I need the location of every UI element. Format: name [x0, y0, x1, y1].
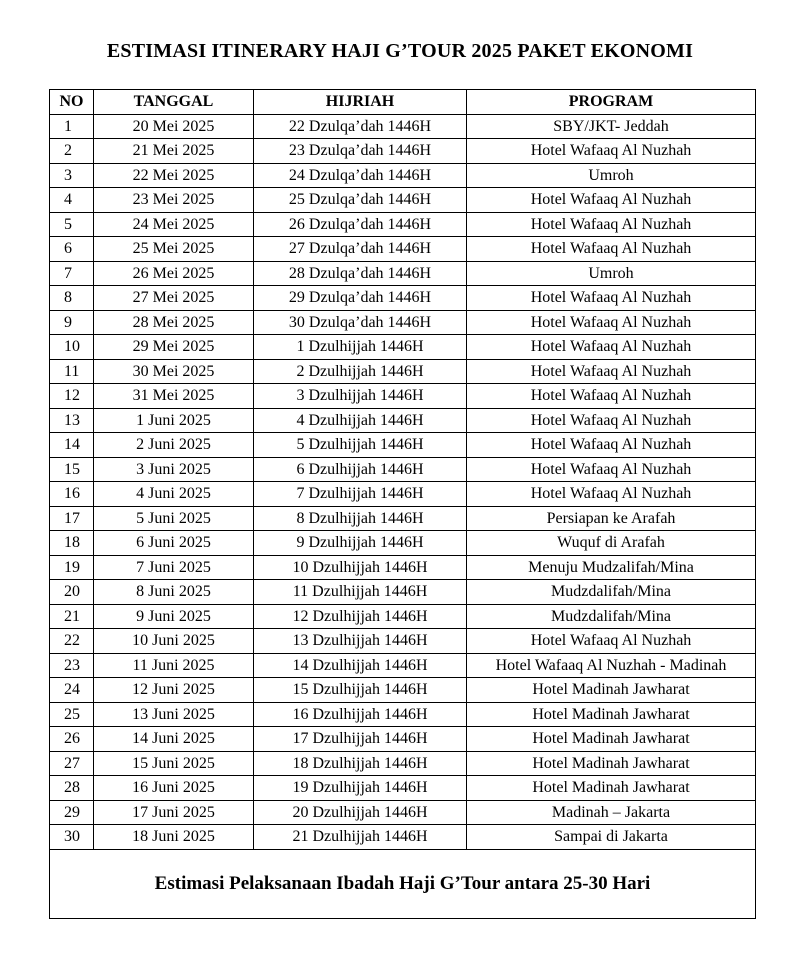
table-header-row [50, 90, 756, 115]
cell-no: 23 [50, 653, 94, 678]
cell-no: 5 [50, 212, 94, 237]
cell-tanggal: 22 Mei 2025 [94, 163, 254, 188]
table-row [50, 237, 756, 262]
cell-tanggal: 12 Juni 2025 [94, 678, 254, 703]
cell-no: 20 [50, 580, 94, 605]
cell-no: 13 [50, 408, 94, 433]
header-program: PROGRAM [467, 90, 756, 115]
cell-tanggal: 2 Juni 2025 [94, 433, 254, 458]
table-row [50, 457, 756, 482]
table-row [50, 604, 756, 629]
cell-tanggal: 10 Juni 2025 [94, 629, 254, 654]
cell-tanggal: 23 Mei 2025 [94, 188, 254, 213]
header-tanggal: TANGGAL [94, 90, 254, 115]
table-row [50, 702, 756, 727]
cell-program: Hotel Wafaaq Al Nuzhah [467, 433, 756, 458]
cell-no: 18 [50, 531, 94, 556]
cell-no: 2 [50, 139, 94, 164]
cell-no: 11 [50, 359, 94, 384]
table-row [50, 335, 756, 360]
table-row [50, 629, 756, 654]
cell-tanggal: 18 Juni 2025 [94, 825, 254, 850]
cell-tanggal: 24 Mei 2025 [94, 212, 254, 237]
cell-program: Hotel Madinah Jawharat [467, 678, 756, 703]
cell-tanggal: 11 Juni 2025 [94, 653, 254, 678]
table-row [50, 310, 756, 335]
cell-program: Persiapan ke Arafah [467, 506, 756, 531]
table-row [50, 506, 756, 531]
cell-program: Menuju Mudzalifah/Mina [467, 555, 756, 580]
cell-no: 1 [50, 114, 94, 139]
cell-program: Hotel Madinah Jawharat [467, 727, 756, 752]
cell-no: 3 [50, 163, 94, 188]
cell-hijriah: 1 Dzulhijjah 1446H [254, 335, 467, 360]
cell-tanggal: 9 Juni 2025 [94, 604, 254, 629]
cell-program: Wuquf di Arafah [467, 531, 756, 556]
cell-tanggal: 5 Juni 2025 [94, 506, 254, 531]
table-row [50, 580, 756, 605]
cell-hijriah: 19 Dzulhijjah 1446H [254, 776, 467, 801]
cell-no: 27 [50, 751, 94, 776]
cell-program: Hotel Wafaaq Al Nuzhah [467, 457, 756, 482]
cell-hijriah: 21 Dzulhijjah 1446H [254, 825, 467, 850]
cell-hijriah: 3 Dzulhijjah 1446H [254, 384, 467, 409]
cell-program: Hotel Wafaaq Al Nuzhah [467, 359, 756, 384]
cell-no: 17 [50, 506, 94, 531]
cell-hijriah: 29 Dzulqa’dah 1446H [254, 286, 467, 311]
cell-hijriah: 8 Dzulhijjah 1446H [254, 506, 467, 531]
cell-tanggal: 16 Juni 2025 [94, 776, 254, 801]
cell-tanggal: 30 Mei 2025 [94, 359, 254, 384]
cell-hijriah: 28 Dzulqa’dah 1446H [254, 261, 467, 286]
cell-program: Madinah – Jakarta [467, 800, 756, 825]
cell-program: Hotel Wafaaq Al Nuzhah - Madinah [467, 653, 756, 678]
cell-tanggal: 1 Juni 2025 [94, 408, 254, 433]
cell-no: 21 [50, 604, 94, 629]
cell-hijriah: 5 Dzulhijjah 1446H [254, 433, 467, 458]
cell-no: 24 [50, 678, 94, 703]
table-row [50, 825, 756, 850]
cell-no: 25 [50, 702, 94, 727]
cell-no: 26 [50, 727, 94, 752]
table-row [50, 163, 756, 188]
cell-no: 29 [50, 800, 94, 825]
cell-hijriah: 26 Dzulqa’dah 1446H [254, 212, 467, 237]
table-row [50, 384, 756, 409]
table-row [50, 359, 756, 384]
table-row [50, 751, 756, 776]
cell-hijriah: 2 Dzulhijjah 1446H [254, 359, 467, 384]
table-row [50, 653, 756, 678]
table-row [50, 776, 756, 801]
cell-hijriah: 4 Dzulhijjah 1446H [254, 408, 467, 433]
cell-program: Mudzdalifah/Mina [467, 580, 756, 605]
cell-tanggal: 20 Mei 2025 [94, 114, 254, 139]
cell-no: 9 [50, 310, 94, 335]
cell-hijriah: 11 Dzulhijjah 1446H [254, 580, 467, 605]
table-row [50, 482, 756, 507]
page-title: ESTIMASI ITINERARY HAJI G’TOUR 2025 PAKET EKONOMI [106, 40, 694, 62]
cell-program: Hotel Wafaaq Al Nuzhah [467, 212, 756, 237]
cell-no: 10 [50, 335, 94, 360]
cell-tanggal: 31 Mei 2025 [94, 384, 254, 409]
cell-hijriah: 23 Dzulqa’dah 1446H [254, 139, 467, 164]
cell-hijriah: 24 Dzulqa’dah 1446H [254, 163, 467, 188]
cell-tanggal: 6 Juni 2025 [94, 531, 254, 556]
cell-no: 7 [50, 261, 94, 286]
cell-program: Hotel Wafaaq Al Nuzhah [467, 310, 756, 335]
cell-tanggal: 25 Mei 2025 [94, 237, 254, 262]
cell-no: 28 [50, 776, 94, 801]
itinerary-table-container [49, 89, 755, 919]
table-row [50, 433, 756, 458]
cell-tanggal: 13 Juni 2025 [94, 702, 254, 727]
cell-hijriah: 22 Dzulqa’dah 1446H [254, 114, 467, 139]
cell-hijriah: 15 Dzulhijjah 1446H [254, 678, 467, 703]
cell-tanggal: 15 Juni 2025 [94, 751, 254, 776]
cell-tanggal: 8 Juni 2025 [94, 580, 254, 605]
cell-program: Hotel Wafaaq Al Nuzhah [467, 384, 756, 409]
table-row [50, 212, 756, 237]
cell-tanggal: 29 Mei 2025 [94, 335, 254, 360]
cell-hijriah: 17 Dzulhijjah 1446H [254, 727, 467, 752]
cell-hijriah: 27 Dzulqa’dah 1446H [254, 237, 467, 262]
cell-hijriah: 18 Dzulhijjah 1446H [254, 751, 467, 776]
header-no: NO [50, 90, 94, 115]
cell-program: Hotel Madinah Jawharat [467, 751, 756, 776]
cell-program: SBY/JKT- Jeddah [467, 114, 756, 139]
cell-tanggal: 3 Juni 2025 [94, 457, 254, 482]
cell-hijriah: 20 Dzulhijjah 1446H [254, 800, 467, 825]
table-row [50, 261, 756, 286]
cell-program: Mudzdalifah/Mina [467, 604, 756, 629]
cell-tanggal: 28 Mei 2025 [94, 310, 254, 335]
cell-program: Hotel Madinah Jawharat [467, 776, 756, 801]
cell-program: Hotel Wafaaq Al Nuzhah [467, 335, 756, 360]
cell-tanggal: 7 Juni 2025 [94, 555, 254, 580]
table-footer-row [50, 849, 756, 918]
table-row [50, 555, 756, 580]
cell-hijriah: 6 Dzulhijjah 1446H [254, 457, 467, 482]
table-row [50, 800, 756, 825]
cell-program: Hotel Madinah Jawharat [467, 702, 756, 727]
cell-no: 15 [50, 457, 94, 482]
cell-program: Umroh [467, 163, 756, 188]
table-row [50, 408, 756, 433]
cell-hijriah: 16 Dzulhijjah 1446H [254, 702, 467, 727]
header-hijriah: HIJRIAH [254, 90, 467, 115]
cell-hijriah: 30 Dzulqa’dah 1446H [254, 310, 467, 335]
cell-hijriah: 9 Dzulhijjah 1446H [254, 531, 467, 556]
table-body [50, 114, 756, 849]
cell-no: 14 [50, 433, 94, 458]
cell-no: 16 [50, 482, 94, 507]
cell-tanggal: 4 Juni 2025 [94, 482, 254, 507]
cell-tanggal: 21 Mei 2025 [94, 139, 254, 164]
table-row [50, 727, 756, 752]
footer-note: Estimasi Pelaksanaan Ibadah Haji G’Tour antara 25-30 Hari [50, 849, 756, 918]
cell-program: Hotel Wafaaq Al Nuzhah [467, 629, 756, 654]
cell-no: 19 [50, 555, 94, 580]
cell-program: Umroh [467, 261, 756, 286]
cell-hijriah: 10 Dzulhijjah 1446H [254, 555, 467, 580]
cell-program: Hotel Wafaaq Al Nuzhah [467, 188, 756, 213]
cell-tanggal: 27 Mei 2025 [94, 286, 254, 311]
table-row [50, 286, 756, 311]
cell-no: 6 [50, 237, 94, 262]
cell-program: Hotel Wafaaq Al Nuzhah [467, 139, 756, 164]
cell-no: 8 [50, 286, 94, 311]
cell-program: Sampai di Jakarta [467, 825, 756, 850]
table-row [50, 114, 756, 139]
cell-tanggal: 17 Juni 2025 [94, 800, 254, 825]
cell-no: 30 [50, 825, 94, 850]
cell-no: 22 [50, 629, 94, 654]
cell-program: Hotel Wafaaq Al Nuzhah [467, 408, 756, 433]
cell-hijriah: 14 Dzulhijjah 1446H [254, 653, 467, 678]
cell-no: 12 [50, 384, 94, 409]
cell-tanggal: 26 Mei 2025 [94, 261, 254, 286]
cell-program: Hotel Wafaaq Al Nuzhah [467, 482, 756, 507]
cell-no: 4 [50, 188, 94, 213]
table-row [50, 678, 756, 703]
cell-hijriah: 25 Dzulqa’dah 1446H [254, 188, 467, 213]
table-row [50, 188, 756, 213]
cell-hijriah: 7 Dzulhijjah 1446H [254, 482, 467, 507]
itinerary-table [49, 89, 756, 919]
table-row [50, 139, 756, 164]
cell-hijriah: 12 Dzulhijjah 1446H [254, 604, 467, 629]
cell-tanggal: 14 Juni 2025 [94, 727, 254, 752]
table-row [50, 531, 756, 556]
cell-hijriah: 13 Dzulhijjah 1446H [254, 629, 467, 654]
cell-program: Hotel Wafaaq Al Nuzhah [467, 286, 756, 311]
cell-program: Hotel Wafaaq Al Nuzhah [467, 237, 756, 262]
